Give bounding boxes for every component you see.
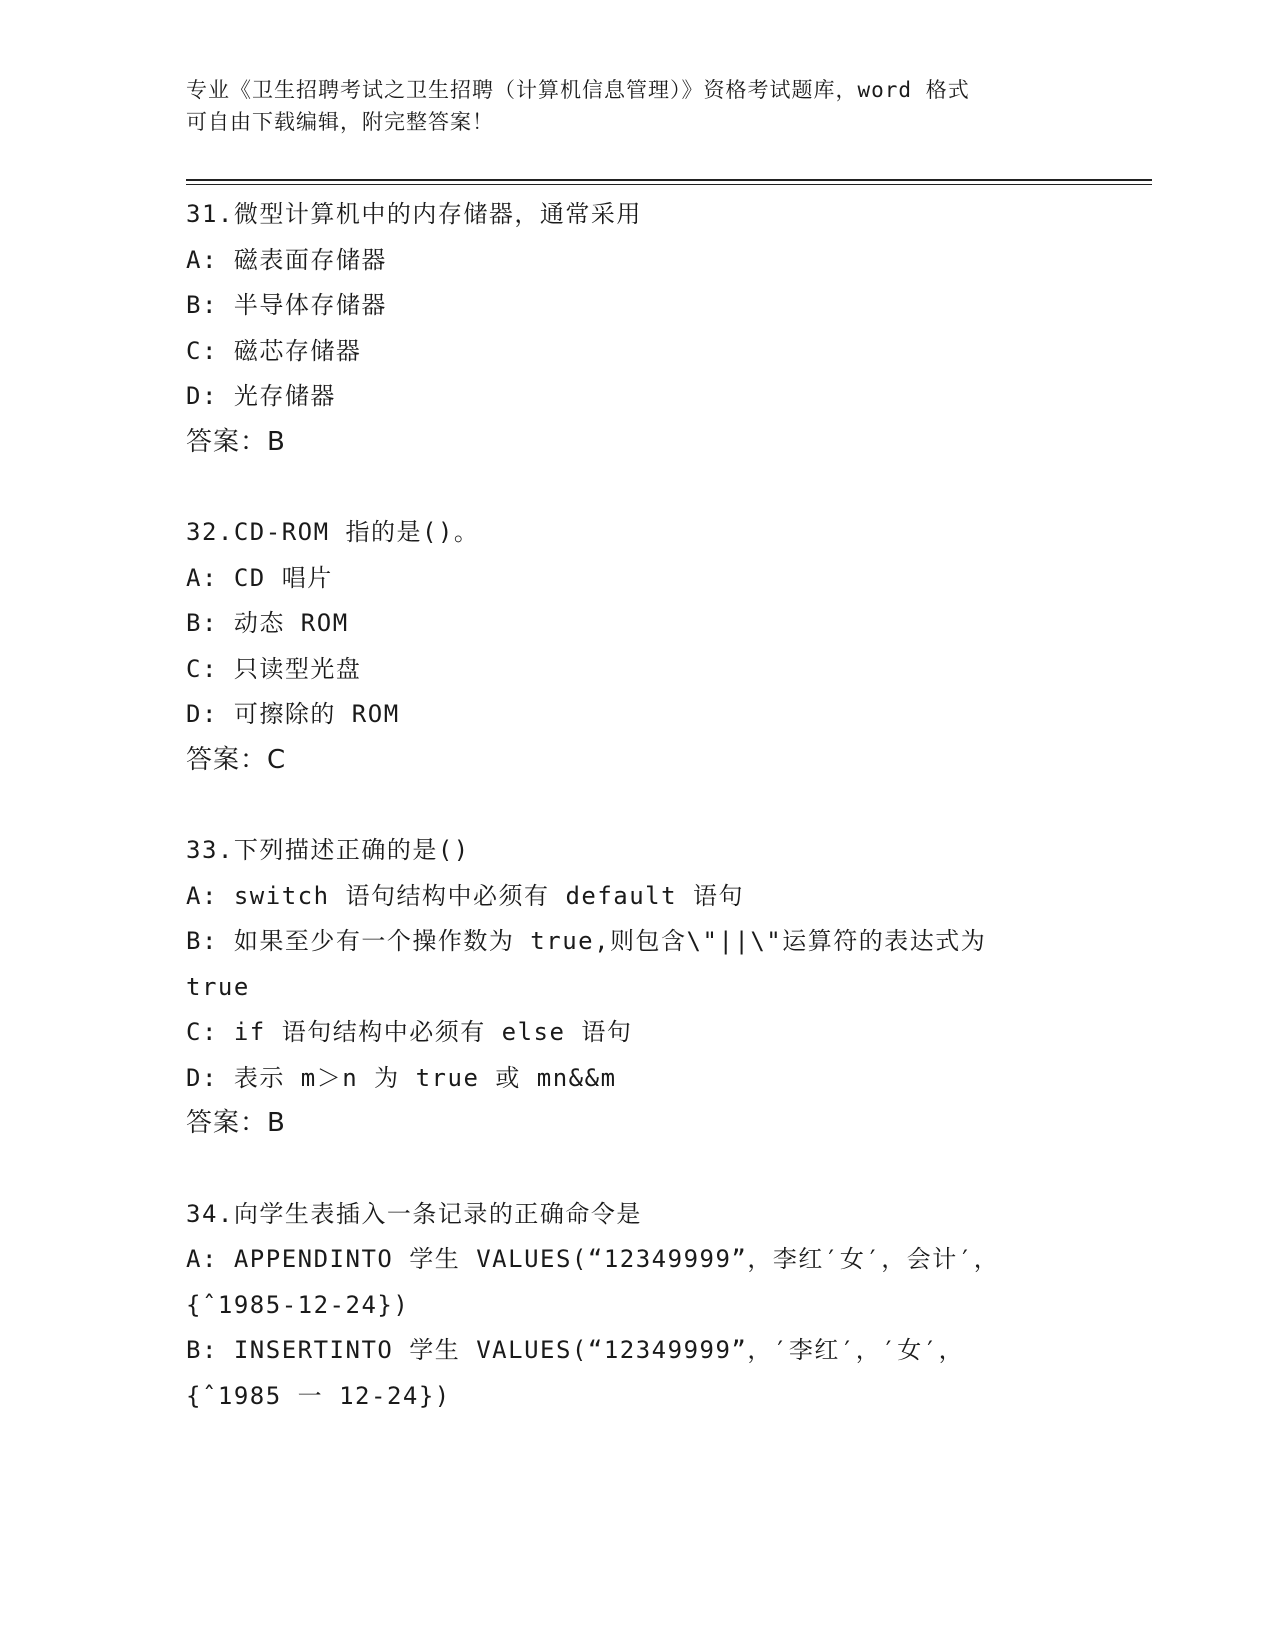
option-b-continued: {ˆ1985 一 12-24}) — [186, 1381, 451, 1410]
option-b: B: 半导体存储器 — [186, 291, 387, 319]
option-a: A: switch 语句结构中必须有 default 语句 — [186, 881, 745, 910]
question-33 — [186, 828, 1086, 1147]
header-divider-thick — [186, 179, 1152, 181]
question-stem: 31.微型计算机中的内存储器，通常采用 — [186, 200, 642, 228]
option-a: A: APPENDINTO 学生 VALUES(“12349999”，李红′女′，会计′， — [186, 1245, 1000, 1273]
option-b-continued: true — [186, 972, 250, 1001]
option-a: A: CD 唱片 — [186, 563, 333, 592]
answer-label: 答案：B — [186, 426, 286, 457]
option-c: C: if 语句结构中必须有 else 语句 — [186, 1018, 633, 1046]
answer-label: 答案：C — [186, 744, 287, 775]
option-a: A: 磁表面存储器 — [186, 245, 387, 274]
document-header — [186, 74, 1066, 138]
option-d: D: 可擦除的 ROM — [186, 700, 400, 728]
question-list — [186, 192, 1086, 1464]
answer-label: 答案：B — [186, 1108, 286, 1138]
option-c: C: 只读型光盘 — [186, 654, 362, 683]
question-32 — [186, 510, 1086, 783]
question-stem: 32.CD-ROM 指的是()。 — [186, 518, 480, 546]
header-divider-thin — [186, 184, 1152, 185]
header-line-1: 专业《卫生招聘考试之卫生招聘（计算机信息管理）》资格考试题库，word 格式 — [186, 78, 970, 102]
option-d: D: 光存储器 — [186, 382, 336, 410]
option-b: B: 动态 ROM — [186, 609, 349, 637]
option-c: C: 磁芯存储器 — [186, 336, 362, 365]
question-stem: 34.向学生表插入一条记录的正确命令是 — [186, 1199, 642, 1228]
question-31 — [186, 192, 1086, 465]
option-a-continued: {ˆ1985-12-24}) — [186, 1290, 410, 1319]
option-b: B: INSERTINTO 学生 VALUES(“12349999”，′李红′，′女′， — [186, 1336, 965, 1364]
option-d: D: 表示 m＞n 为 true 或 mn&&m — [186, 1063, 617, 1092]
question-34 — [186, 1192, 1086, 1420]
question-stem: 33.下列描述正确的是() — [186, 836, 470, 864]
option-b: B: 如果至少有一个操作数为 true,则包含\"||\"运算符的表达式为 — [186, 927, 987, 955]
header-line-2: 可自由下载编辑，附完整答案！ — [186, 110, 494, 134]
